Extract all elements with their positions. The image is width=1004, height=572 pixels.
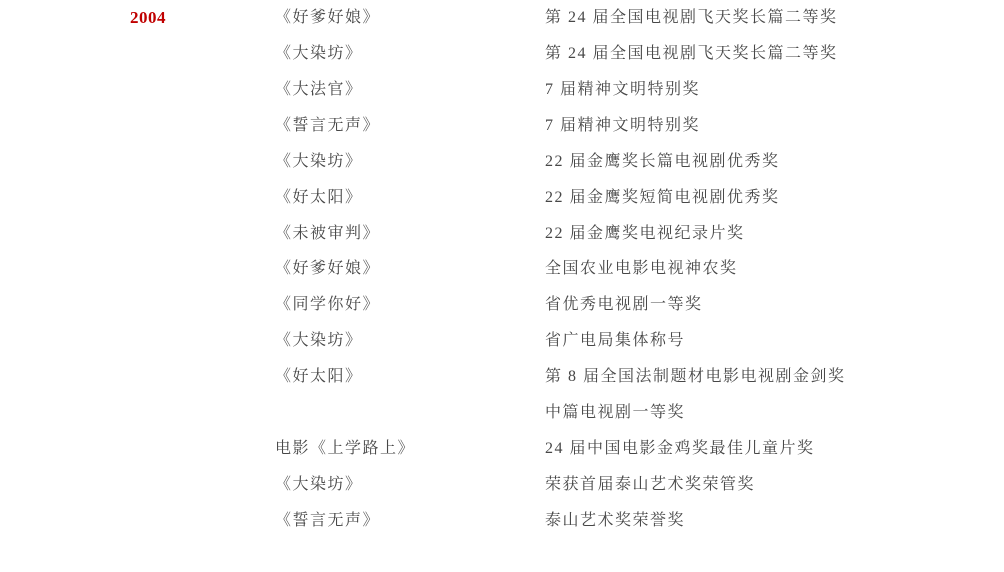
work-title: 电影《上学路上》 bbox=[275, 440, 416, 458]
work-title: 《好爹好娘》 bbox=[275, 9, 381, 26]
award-name: 全国农业电影电视神农奖 bbox=[545, 260, 738, 278]
award-name: 24 届中国电影金鸡奖最佳儿童片奖 bbox=[545, 440, 815, 458]
award-name: 省优秀电视剧一等奖 bbox=[545, 296, 703, 314]
award-name: 7 届精神文明特别奖 bbox=[545, 80, 701, 98]
award-name: 省广电局集体称号 bbox=[545, 332, 686, 350]
work-title: 《好太阳》 bbox=[275, 368, 363, 386]
work-title: 《大染坊》 bbox=[275, 475, 363, 493]
table-row bbox=[0, 511, 1004, 547]
work-title: 《大法官》 bbox=[275, 80, 363, 98]
table-row bbox=[0, 439, 1004, 475]
award-name: 第 24 届全国电视剧飞天奖长篇二等奖 bbox=[545, 9, 838, 26]
award-name: 22 届金鹰奖短简电视剧优秀奖 bbox=[545, 188, 780, 206]
table-row bbox=[0, 44, 1004, 80]
work-title: 《誓言无声》 bbox=[275, 511, 381, 529]
award-name: 第 8 届全国法制题材电影电视剧金剑奖 bbox=[545, 368, 846, 386]
table-row bbox=[0, 331, 1004, 367]
table-row bbox=[0, 224, 1004, 260]
table-row bbox=[0, 367, 1004, 403]
award-name: 荣获首届泰山艺术奖荣管奖 bbox=[545, 475, 756, 493]
work-title: 《大染坊》 bbox=[275, 332, 363, 350]
award-name: 泰山艺术奖荣誉奖 bbox=[545, 511, 686, 529]
work-title: 《大染坊》 bbox=[275, 44, 363, 62]
award-name-line2: 中篇电视剧一等奖 bbox=[545, 404, 686, 422]
work-title: 《好太阳》 bbox=[275, 188, 363, 206]
table-row bbox=[0, 188, 1004, 224]
work-title: 《大染坊》 bbox=[275, 152, 363, 170]
table-row bbox=[0, 475, 1004, 511]
award-name: 22 届金鹰奖长篇电视剧优秀奖 bbox=[545, 152, 780, 170]
award-name: 第 24 届全国电视剧飞天奖长篇二等奖 bbox=[545, 44, 838, 62]
work-title: 《同学你好》 bbox=[275, 296, 381, 314]
work-title: 《誓言无声》 bbox=[275, 116, 381, 134]
table-row bbox=[0, 295, 1004, 331]
work-title: 《未被审判》 bbox=[275, 224, 381, 242]
award-name: 7 届精神文明特别奖 bbox=[545, 116, 701, 134]
table-row bbox=[0, 116, 1004, 152]
year-label: 2004 bbox=[130, 8, 166, 27]
award-name: 22 届金鹰奖电视纪录片奖 bbox=[545, 224, 745, 242]
table-row bbox=[0, 259, 1004, 295]
table-row bbox=[0, 8, 1004, 44]
table-row bbox=[0, 152, 1004, 188]
table-row bbox=[0, 80, 1004, 116]
table-row-continuation bbox=[0, 403, 1004, 439]
work-title: 《好爹好娘》 bbox=[275, 260, 381, 278]
